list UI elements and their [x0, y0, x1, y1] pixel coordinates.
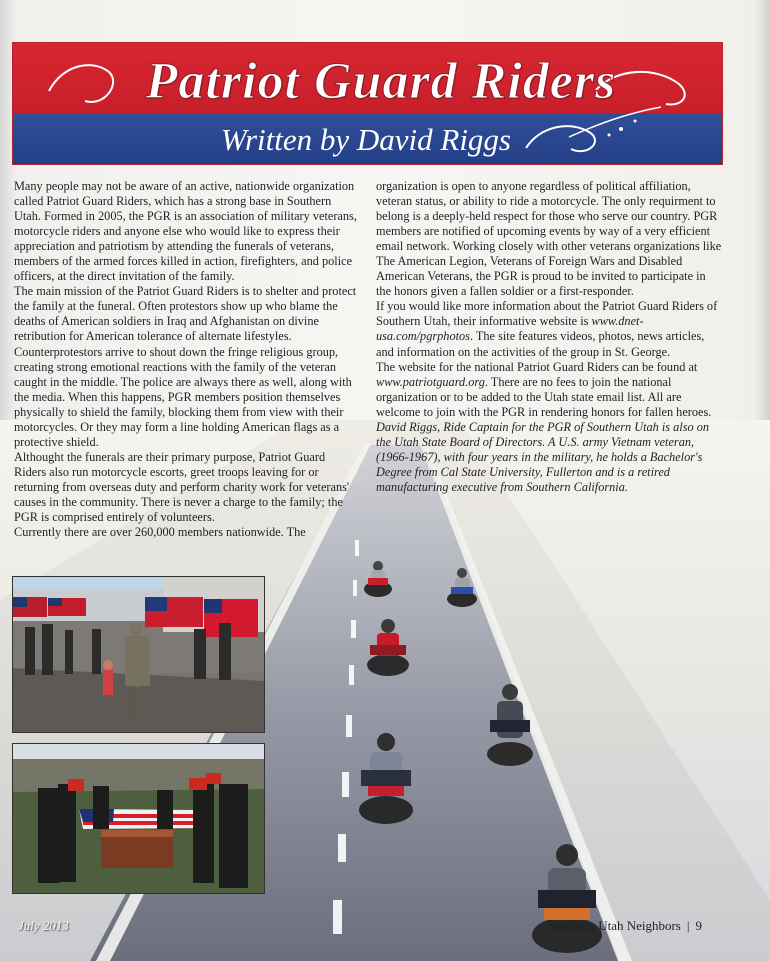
casket-icon: [101, 830, 173, 868]
article-paragraph-6: [376, 299, 722, 359]
flag-line-photo: [12, 576, 265, 733]
article-paragraph-7: [376, 360, 722, 420]
article-byline: Written by David Riggs: [220, 122, 511, 157]
author-bio: David Riggs, Ride Captain for the PGR of Southern Utah is also on the Utah State Board of Directors. A U.S. army Vietnam veteran, (1966-1967), with four years in the military, he holds a Bachelor's Degree from Cal State University, Fullerton and is a retired manufacturing executive from Southern California.: [376, 419, 710, 494]
article-paragraph-5: organization is open to anyone regardless of political affiliation, veteran status, or ability to ride a motorcycle. The only requirment to belong is a deeply-held respect for those who serve our country. PGR members are notified of upcoming events by way of a very efficient email network. Working closely with other veterans organizations like The American Legion, Veterans of Foreign Wars and Disabled American Veterans, the PGR is proud to be invited to participate in the honors given a fallen soldier or a first-responder.: [376, 179, 722, 299]
pgr-info-description: . The site features videos, photos, news articles, and information on the activities of the group in St. George.: [376, 329, 705, 359]
national-website-intro: The website for the national Patriot Guard Riders can be found at: [376, 359, 698, 374]
article-paragraph-3: Althought the funerals are their primary purpose, Patriot Guard Riders also run motorcycle escorts, greet troops leaving for or returning from overseas duty and perform charity work for veterans' causes in the community. There is never a charge to the family; the PGR is comprised entirely of volunteers.: [14, 449, 350, 525]
page-number: 9: [695, 918, 702, 933]
right-article-column: [376, 179, 722, 495]
funeral-flag-folding-illustration: [13, 744, 264, 893]
left-article-column: [14, 179, 358, 540]
footer-separator: |: [686, 918, 690, 933]
article-title: Patriot Guard Riders: [145, 53, 617, 110]
article-header: [12, 42, 723, 165]
patriot-guard-website-link[interactable]: www.patriotguard.org: [376, 374, 485, 389]
footer-publication-info: [548, 918, 702, 934]
pgr-info-intro: If you would like more information about the Patriot Guard Riders of Southern Utah, their informative website is: [376, 299, 718, 329]
article-paragraph-4: Currently there are over 260,000 members nationwide. The: [14, 525, 306, 540]
publication-name: Southern Utah Neighbors: [548, 918, 681, 933]
flag-line-photo-illustration: [13, 577, 264, 732]
article-paragraph-2: The main mission of the Patriot Guard Riders is to shelter and protect the family at the funeral. Often protestors show up who blame the deaths of American soldiers in Iraq and Afghanistan on divine retribution for American tolerance of alternate lifestyles. Counterprotestors arrive to shout down the fringe religious group, creating strong emotional reactions with the family of the veteran caught in the middle. The police are always there as well, along with the media. When this happens, PGR members position themselves physically to shield the family, blocking them from view with their motorcycles. Or they may form a line holding American flags as a protective shield.: [14, 284, 357, 449]
pgr-photos-website-link[interactable]: www.dnet-usa.com/pgrphotos: [376, 314, 644, 344]
national-website-description: . There are no fees to join the national organization or to be added to the Utah state email list. All are welcome to join with the PGR in rendering honors for fallen heroes.: [376, 374, 712, 419]
funeral-flag-folding-photo: [12, 743, 265, 894]
issue-date: July 2013: [18, 918, 69, 933]
article-paragraph-1: Many people may not be aware of an active, nationwide organization called Patriot Guard Riders, which has a strong base in Southern Utah. Formed in 2005, the PGR is an association of military veterans, motorcycle riders and anyone else who would like to express their appreciation and patriotism by attending the funerals of veterans, members of the armed forces killed in action, firefighters, and police officers, at the direct invitation of the family.: [14, 179, 357, 284]
